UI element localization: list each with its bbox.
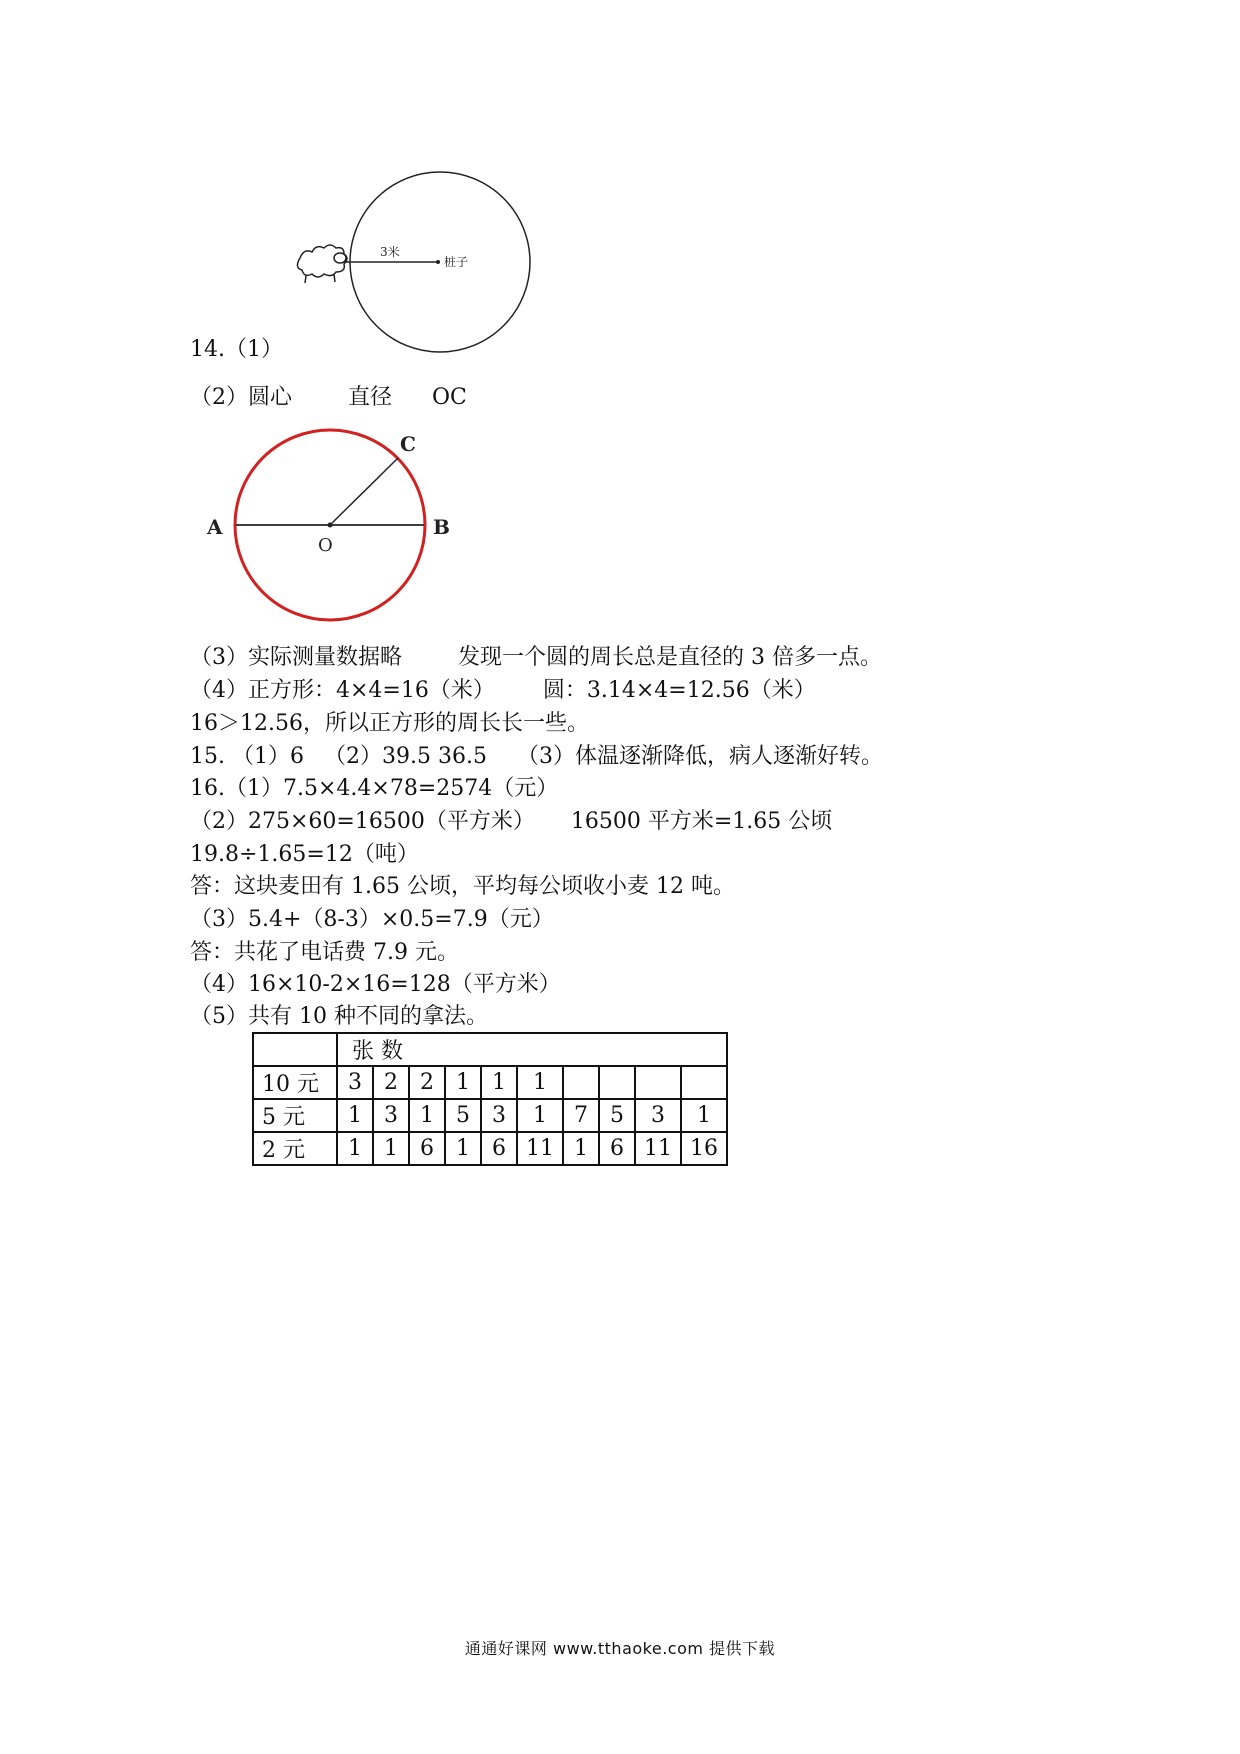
table-row bbox=[253, 1066, 727, 1099]
q16-part2 bbox=[190, 809, 832, 835]
label-a: A bbox=[207, 515, 223, 539]
table-row bbox=[253, 1132, 727, 1165]
radius-oc bbox=[330, 458, 398, 525]
q16-part3-answer: 答：共花了电话费 7.9 元。 bbox=[190, 940, 459, 965]
table-cell: 3 bbox=[481, 1099, 517, 1132]
table-cell: 6 bbox=[481, 1132, 517, 1165]
table-cell: 16 bbox=[681, 1132, 727, 1165]
row-label-2-yuan: 2 元 bbox=[253, 1132, 337, 1165]
table-cell: 2 bbox=[373, 1066, 409, 1099]
table-cell: 11 bbox=[635, 1132, 681, 1165]
table-cell: 1 bbox=[445, 1066, 481, 1099]
table-header-row bbox=[253, 1033, 727, 1066]
q14-part2-center: （2）圆心 bbox=[190, 385, 292, 410]
q16-part2-area: （2）275×60=16500（平方米） bbox=[190, 809, 535, 834]
table-cell: 1 bbox=[409, 1099, 445, 1132]
table-cell: 3 bbox=[373, 1099, 409, 1132]
q14-part1: 14.（1） bbox=[190, 337, 283, 362]
table-cell: 1 bbox=[337, 1099, 373, 1132]
q14-part2-radius: OC bbox=[432, 385, 467, 410]
q15-part2: （2）39.5 36.5 bbox=[323, 744, 487, 769]
money-combination-table bbox=[252, 1032, 728, 1166]
table-cell: 1 bbox=[563, 1132, 599, 1165]
table-cell: 1 bbox=[517, 1066, 563, 1099]
q15-answers bbox=[190, 744, 883, 770]
radius-label: 3米 bbox=[380, 245, 400, 259]
table-cell bbox=[681, 1066, 727, 1099]
table-cell: 1 bbox=[445, 1132, 481, 1165]
label-b: B bbox=[433, 515, 450, 539]
table-cell: 7 bbox=[563, 1099, 599, 1132]
table-cell: 6 bbox=[599, 1132, 635, 1165]
table-cell: 3 bbox=[635, 1099, 681, 1132]
table-corner-cell bbox=[253, 1033, 337, 1066]
q16-part5: （5）共有 10 种不同的拿法。 bbox=[190, 1004, 488, 1029]
circle-diameter-figure bbox=[0, 0, 1240, 640]
label-o: O bbox=[318, 535, 333, 556]
q16-part2-calc: 19.8÷1.65=12（吨） bbox=[190, 842, 419, 867]
post-label: 桩子 bbox=[444, 255, 469, 269]
row-label-5-yuan: 5 元 bbox=[253, 1099, 337, 1132]
table-cell bbox=[563, 1066, 599, 1099]
table-cell: 1 bbox=[337, 1132, 373, 1165]
table-cell: 1 bbox=[373, 1132, 409, 1165]
footer-source: 通通好课网 www.tthaoke.com 提供下载 bbox=[464, 1639, 776, 1658]
label-c: C bbox=[400, 432, 416, 456]
table-cell bbox=[599, 1066, 635, 1099]
q14-part4-circle: 圆：3.14×4=12.56（米） bbox=[542, 678, 816, 703]
row-label-10-yuan: 10 元 bbox=[253, 1066, 337, 1099]
q15-part1: 15. （1）6 bbox=[190, 744, 304, 769]
q16-part1: 16.（1）7.5×4.4×78=2574（元） bbox=[190, 776, 559, 801]
q14-part3-a: （3）实际测量数据略 bbox=[190, 645, 402, 670]
table-cell: 5 bbox=[445, 1099, 481, 1132]
center-dot bbox=[328, 523, 333, 528]
table-cell: 1 bbox=[517, 1099, 563, 1132]
q14-part4-conclusion: 16＞12.56，所以正方形的周长长一些。 bbox=[190, 711, 589, 736]
q14-part4-square: （4）正方形：4×4=16（米） bbox=[190, 678, 495, 703]
q16-part4: （4）16×10-2×16=128（平方米） bbox=[190, 972, 561, 997]
table-cell: 3 bbox=[337, 1066, 373, 1099]
table-cell: 11 bbox=[517, 1132, 563, 1165]
q14-part2-diameter: 直径 bbox=[348, 385, 393, 410]
table-cell bbox=[635, 1066, 681, 1099]
table-cell: 1 bbox=[481, 1066, 517, 1099]
q14-part3-b: 发现一个圆的周长总是直径的 3 倍多一点。 bbox=[458, 645, 882, 670]
table-row bbox=[253, 1099, 727, 1132]
table-cell: 6 bbox=[409, 1132, 445, 1165]
table-cell: 1 bbox=[681, 1099, 727, 1132]
q14-part3 bbox=[190, 645, 882, 671]
table-cell: 5 bbox=[599, 1099, 635, 1132]
q14-part4 bbox=[190, 678, 816, 704]
table-cell: 2 bbox=[409, 1066, 445, 1099]
q15-part3: （3）体温逐渐降低，病人逐渐好转。 bbox=[516, 744, 883, 769]
q16-part2-convert: 16500 平方米=1.65 公顷 bbox=[570, 809, 833, 834]
q16-part2-answer: 答：这块麦田有 1.65 公顷，平均每公顷收小麦 12 吨。 bbox=[190, 874, 735, 899]
table-header: 张 数 bbox=[337, 1033, 727, 1066]
q16-part3: （3）5.4+（8-3）×0.5=7.9（元） bbox=[190, 907, 554, 932]
